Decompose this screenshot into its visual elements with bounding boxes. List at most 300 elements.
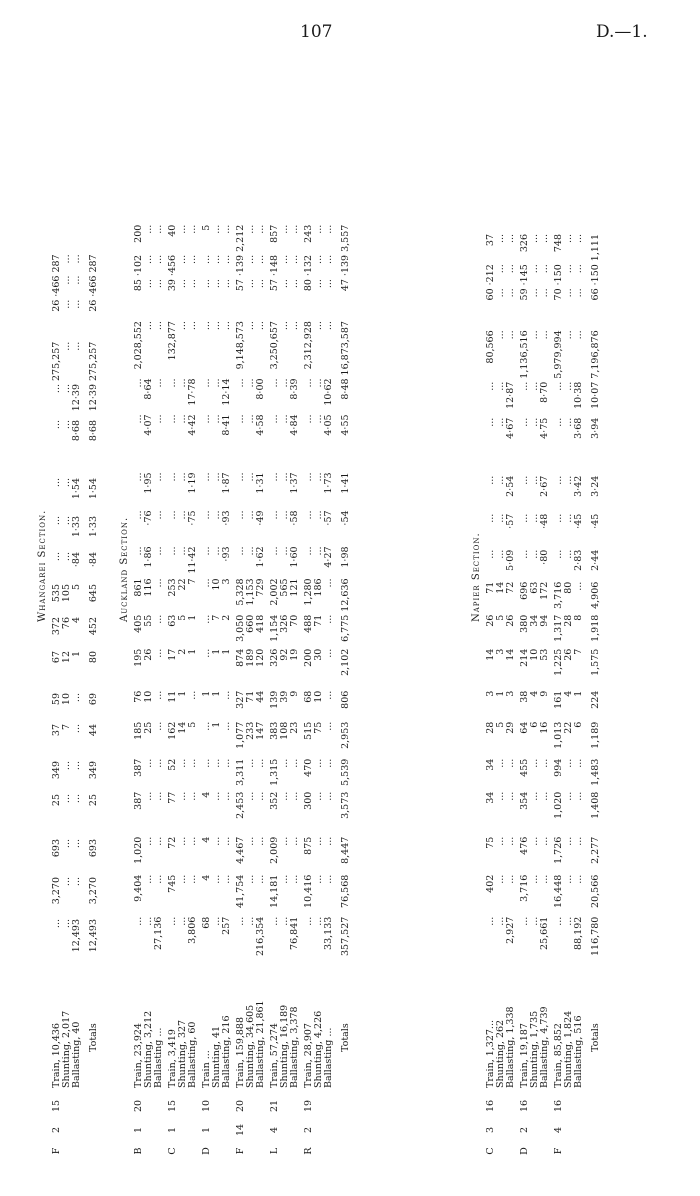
value-cell: ... [573, 758, 584, 768]
value-cell: ... [255, 836, 266, 846]
value-cell: 5 [177, 614, 188, 621]
value-cell: ... [289, 836, 300, 846]
value-cell: 535 [51, 584, 62, 603]
value-cell: 5·09 [505, 549, 516, 571]
section-title: Auckland Section. [119, 516, 130, 622]
value-cell: 275,257 [51, 341, 62, 381]
value-cell: ... [61, 794, 72, 804]
value-cell: 4·84 [289, 414, 300, 436]
class-cell [212, 1120, 222, 1140]
value-cell: 2,453 [235, 791, 246, 819]
value-cell: ... [279, 546, 290, 556]
value-cell: ... [255, 874, 266, 884]
value-cell: ... [495, 417, 506, 427]
value-cell: ... [221, 791, 232, 801]
class-cell [324, 1092, 334, 1120]
value-cell: ... [211, 414, 222, 424]
class-cell: 14 [235, 1123, 246, 1137]
value-cell: 30 [313, 648, 324, 661]
value-cell: ... [505, 758, 516, 768]
value-cell: ... [177, 224, 188, 234]
value-cell: ... [177, 874, 188, 884]
value-cell: ... [539, 836, 550, 846]
value-cell: 4·05 [323, 414, 334, 436]
value-cell: 4,467 [235, 836, 246, 864]
value-cell: ... [177, 836, 188, 846]
totals-cell: 3,573 [340, 791, 351, 819]
value-cell: ... [563, 330, 574, 340]
value-cell: 1 [187, 648, 198, 655]
totals-cell: 116,780 [590, 916, 601, 956]
value-cell: ... [177, 916, 188, 926]
totals-cell: 8·48 [340, 378, 351, 400]
class-cell [62, 1092, 72, 1120]
value-cell: 1,154 [269, 614, 280, 642]
value-cell: 5 [187, 721, 198, 728]
value-cell: ... [153, 546, 164, 556]
class-cell [496, 1092, 506, 1120]
value-cell: ·75 [187, 510, 198, 526]
value-cell: ... [187, 279, 198, 289]
value-cell: 186 [313, 578, 324, 597]
value-cell: 2,312,928 [303, 321, 314, 370]
value-cell: 3,716 [553, 581, 564, 609]
class-cell: F [553, 1147, 564, 1155]
class-cell [154, 1092, 164, 1120]
value-cell: 470 [303, 758, 314, 777]
value-cell: 8·64 [143, 378, 154, 400]
value-cell: 80 [563, 581, 574, 594]
class-cell: 2 [519, 1126, 530, 1134]
value-cell: ... [573, 836, 584, 846]
table-row [188, 222, 198, 1162]
class-cell: 16 [553, 1099, 564, 1113]
value-cell: ... [563, 264, 574, 274]
value-cell: 17 [167, 648, 178, 661]
value-cell: ... [245, 510, 256, 520]
value-cell: ... [187, 758, 198, 768]
totals-cell: 3·94 [590, 417, 601, 439]
value-cell: ... [245, 279, 256, 289]
class-cell: 15 [167, 1099, 178, 1113]
value-cell: ... [61, 341, 72, 351]
row-label: Train, 85,852 [553, 1023, 564, 1088]
value-cell: ... [221, 254, 232, 264]
totals-label: Totals [340, 1023, 351, 1052]
totals-cell: ·45 [590, 513, 601, 529]
totals-cell: 4,906 [590, 581, 601, 609]
value-cell: 455 [519, 758, 530, 777]
value-cell: 748 [553, 233, 564, 253]
value-cell: 11 [167, 690, 178, 703]
value-cell: ... [269, 546, 280, 556]
value-cell: ... [235, 510, 246, 520]
value-cell: ... [519, 381, 530, 391]
value-cell: ... [573, 233, 584, 244]
value-cell: 14 [495, 581, 506, 594]
value-cell: 12 [61, 651, 72, 664]
class-cell [188, 1140, 198, 1162]
class-cell [540, 1140, 550, 1162]
class-cell: 1 [201, 1126, 212, 1134]
value-cell: 200 [303, 648, 314, 667]
value-cell: 515 [303, 721, 314, 740]
value-cell: 216,354 [255, 916, 266, 956]
value-cell: ... [221, 874, 232, 884]
value-cell: ... [573, 581, 584, 591]
value-cell: ... [563, 417, 574, 427]
class-cell [314, 1140, 324, 1162]
class-cell [280, 1120, 290, 1140]
totals-row [86, 251, 99, 1162]
value-cell: ... [143, 916, 154, 926]
row-label: Train, 10,436 [51, 1023, 62, 1088]
class-cell: 4 [553, 1126, 564, 1134]
value-cell: ... [187, 254, 198, 264]
value-cell: ... [529, 874, 540, 884]
row-label: Shunting, 34,605 [245, 1004, 256, 1088]
value-cell: 1·95 [143, 472, 154, 494]
value-cell: ·466 [51, 275, 62, 297]
value-cell: 38 [519, 690, 530, 703]
value-cell: ... [167, 546, 178, 556]
value-cell: ... [519, 475, 530, 485]
value-cell: 19 [289, 648, 300, 661]
value-cell: ... [201, 254, 212, 264]
value-cell: 1 [211, 648, 222, 655]
value-cell: 745 [167, 874, 178, 893]
value-cell: 14 [505, 648, 516, 661]
value-cell: ... [529, 417, 540, 427]
value-cell: ... [177, 472, 188, 482]
value-cell: 1·37 [289, 472, 300, 494]
value-cell: 59 [51, 693, 62, 706]
value-cell: ... [153, 510, 164, 520]
value-cell: 233 [245, 721, 256, 740]
value-cell: ... [313, 758, 324, 768]
value-cell: ... [211, 758, 222, 768]
value-cell: ... [61, 384, 72, 394]
value-cell: ... [323, 254, 334, 264]
value-cell: 9,404 [133, 874, 144, 902]
value-cell: ... [143, 836, 154, 846]
row-label: Shunting, 2,017 [61, 1010, 72, 1088]
empty-cell [338, 1140, 351, 1162]
value-cell: 25 [51, 794, 62, 807]
value-cell: 354 [519, 791, 530, 810]
value-cell: 3 [485, 690, 496, 697]
value-cell: ... [211, 279, 222, 289]
class-cell [506, 1120, 516, 1140]
value-cell: 16,448 [553, 874, 564, 908]
value-cell: ·57 [505, 513, 516, 529]
value-cell: 4 [201, 836, 212, 843]
totals-cell: 4·55 [340, 414, 351, 436]
row-label: Shunting, 41 [211, 1025, 222, 1088]
class-cell: R [303, 1147, 314, 1155]
value-cell: 72 [505, 581, 516, 594]
value-cell: 994 [553, 758, 564, 777]
value-cell: 26 [143, 648, 154, 661]
value-cell: 185 [133, 721, 144, 740]
class-cell: 15 [51, 1099, 62, 1113]
value-cell: ... [529, 264, 540, 274]
totals-row [588, 231, 601, 1162]
value-cell: ... [71, 299, 82, 309]
value-cell: ... [495, 549, 506, 559]
value-cell: ... [255, 791, 266, 801]
value-cell: ... [553, 549, 564, 559]
class-cell [506, 1092, 516, 1120]
class-cell [154, 1120, 164, 1140]
value-cell: 2,212 [235, 224, 246, 252]
value-cell: 3,270 [51, 877, 62, 905]
table-row [324, 222, 334, 1162]
value-cell: ... [313, 321, 324, 331]
totals-cell: 12,636 [340, 578, 351, 612]
value-cell: ... [177, 378, 188, 388]
value-cell: 10 [211, 578, 222, 591]
value-cell: 3,806 [187, 916, 198, 944]
value-cell: 4·67 [505, 417, 516, 439]
table-row [290, 222, 300, 1162]
value-cell: 27,136 [153, 916, 164, 950]
value-cell: ... [279, 254, 290, 264]
value-cell: ... [313, 224, 324, 234]
value-cell: ... [313, 414, 324, 424]
value-cell: ... [553, 513, 564, 523]
totals-cell: 1,918 [590, 614, 601, 642]
value-cell: ... [153, 378, 164, 388]
totals-cell: 16,873,587 [340, 321, 351, 376]
value-cell: ... [201, 758, 212, 768]
value-cell: ... [289, 874, 300, 884]
value-cell: 9 [289, 690, 300, 697]
totals-cell: 2,277 [590, 836, 601, 864]
value-cell: 861 [133, 578, 144, 597]
value-cell: ... [303, 378, 314, 388]
value-cell: ... [221, 836, 232, 846]
class-cell: C [485, 1147, 496, 1155]
section-table [486, 231, 601, 1162]
value-cell: 63 [167, 614, 178, 627]
value-cell: ... [323, 836, 334, 846]
value-cell: ... [313, 546, 324, 556]
value-cell: ... [529, 475, 540, 485]
totals-cell: 20,566 [590, 874, 601, 908]
value-cell: 214 [519, 648, 530, 667]
class-cell: F [51, 1147, 62, 1155]
value-cell: ... [61, 839, 72, 849]
value-cell: 4 [201, 791, 212, 798]
value-cell: 1·87 [221, 472, 232, 494]
value-cell: 4 [563, 690, 574, 697]
class-cell [188, 1092, 198, 1120]
value-cell: 71 [245, 690, 256, 703]
value-cell: 40 [167, 224, 178, 237]
value-cell: ... [221, 758, 232, 768]
value-cell: 287 [51, 254, 62, 273]
row-label: Shunting, 1,735 [529, 1010, 540, 1088]
value-cell: 1,077 [235, 721, 246, 749]
value-cell: ·58 [289, 510, 300, 526]
value-cell: ... [573, 330, 584, 340]
value-cell: ... [289, 279, 300, 289]
value-cell: ... [245, 916, 256, 926]
value-cell: ... [143, 279, 154, 289]
value-cell: ... [245, 254, 256, 264]
value-cell: 1·86 [143, 546, 154, 568]
value-cell: 9 [539, 690, 550, 697]
value-cell: 1·54 [71, 478, 82, 500]
value-cell: ... [201, 578, 212, 588]
value-cell: ... [279, 836, 290, 846]
value-cell: ... [61, 919, 72, 929]
value-cell: 70 [553, 288, 564, 301]
value-cell: ... [167, 414, 178, 424]
value-cell: ... [505, 264, 516, 274]
totals-cell: 2·44 [590, 549, 601, 571]
value-cell: ... [279, 874, 290, 884]
value-cell: ·45 [573, 513, 584, 529]
value-cell: 300 [303, 791, 314, 810]
value-cell: ... [529, 288, 540, 298]
totals-cell: 6,775 [340, 614, 351, 642]
value-cell: ... [323, 648, 334, 658]
value-cell: 875 [303, 836, 314, 855]
class-cell: L [269, 1147, 280, 1155]
value-cell: 33,133 [323, 916, 334, 950]
value-cell: ... [539, 288, 550, 298]
value-cell: ... [313, 254, 324, 264]
value-cell: 68 [201, 916, 212, 929]
value-cell: ... [221, 279, 232, 289]
value-cell: 37 [51, 724, 62, 737]
class-cell [178, 1120, 188, 1140]
value-cell: 1,136,516 [519, 330, 530, 379]
value-cell: ·93 [221, 546, 232, 562]
value-cell: ... [519, 417, 530, 427]
value-cell: ·150 [553, 264, 564, 286]
value-cell: ... [71, 839, 82, 849]
value-cell: 70 [289, 614, 300, 627]
value-cell: ... [61, 552, 72, 562]
value-cell: ... [485, 475, 496, 485]
totals-cell: ·84 [88, 552, 99, 568]
row-label: Ballasting, 516 [573, 1015, 584, 1088]
totals-cell: 69 [88, 693, 99, 706]
value-cell: 5 [495, 614, 506, 621]
value-cell: 1,225 [553, 648, 564, 676]
value-cell: ... [153, 836, 164, 846]
value-cell: 26 [563, 648, 574, 661]
value-cell: ... [485, 513, 496, 523]
value-cell: 1,726 [553, 836, 564, 864]
value-cell: 5 [71, 584, 82, 591]
value-cell: ... [51, 516, 62, 526]
value-cell: ... [211, 510, 222, 520]
value-cell: ... [201, 546, 212, 556]
value-cell: 3,250,657 [269, 321, 280, 370]
value-cell: ... [529, 513, 540, 523]
class-cell: 20 [133, 1099, 144, 1113]
totals-cell: 1,575 [590, 648, 601, 676]
value-cell: ... [279, 414, 290, 424]
totals-cell: ·139 [340, 254, 351, 277]
class-cell [564, 1092, 574, 1120]
value-cell: 402 [485, 874, 496, 893]
value-cell: 161 [553, 690, 564, 709]
row-label: Ballasting, 40 [71, 1021, 82, 1088]
value-cell: 1 [495, 690, 506, 697]
value-cell: 12·39 [71, 384, 82, 412]
row-label: Shunting, 16,189 [279, 1004, 290, 1088]
value-cell: ... [211, 378, 222, 388]
value-cell: ... [177, 546, 188, 556]
value-cell: ... [495, 264, 506, 274]
class-cell [280, 1140, 290, 1162]
totals-cell: 80 [88, 651, 99, 664]
row-label: Train ... [201, 1050, 212, 1088]
value-cell: 6 [573, 721, 584, 728]
value-cell: 8·70 [539, 381, 550, 403]
value-cell: 1 [201, 690, 212, 697]
value-cell: ... [245, 836, 256, 846]
class-cell: 2 [303, 1126, 314, 1134]
value-cell: ... [153, 578, 164, 588]
totals-cell: ·466 [88, 275, 99, 297]
value-cell: ... [313, 874, 324, 884]
value-cell: 2 [177, 648, 188, 655]
value-cell: ... [505, 288, 516, 298]
value-cell: ... [539, 791, 550, 801]
value-cell: 352 [269, 791, 280, 810]
value-cell: 75 [313, 721, 324, 734]
class-cell [246, 1140, 256, 1162]
value-cell: 132,877 [167, 321, 178, 361]
value-cell: 75 [485, 836, 496, 849]
totals-cell: 1,189 [590, 721, 601, 749]
value-cell: 383 [269, 721, 280, 740]
class-cell [222, 1140, 232, 1162]
value-cell: 64 [519, 721, 530, 734]
table-row [540, 231, 550, 1162]
value-cell: ... [51, 919, 62, 929]
value-cell: ... [495, 233, 506, 244]
value-cell: ... [505, 836, 516, 846]
value-cell: 660 [245, 614, 256, 633]
value-cell: ... [553, 381, 564, 391]
value-cell: ... [61, 299, 72, 309]
value-cell: 72 [167, 836, 178, 849]
class-cell [178, 1140, 188, 1162]
value-cell: 1·31 [255, 472, 266, 494]
value-cell: 4·07 [143, 414, 154, 436]
totals-cell: 8·68 [88, 420, 99, 442]
class-cell [144, 1120, 154, 1140]
value-cell: ... [279, 321, 290, 331]
value-cell: 7 [573, 648, 584, 655]
value-cell: ... [505, 791, 516, 801]
value-cell: ... [495, 874, 506, 884]
value-cell: ·212 [485, 264, 496, 286]
class-cell [564, 1140, 574, 1162]
value-cell: ... [235, 378, 246, 388]
value-cell: 3·42 [573, 475, 584, 497]
value-cell: ... [303, 414, 314, 424]
totals-cell: 275,257 [88, 341, 99, 381]
value-cell: ... [573, 791, 584, 801]
